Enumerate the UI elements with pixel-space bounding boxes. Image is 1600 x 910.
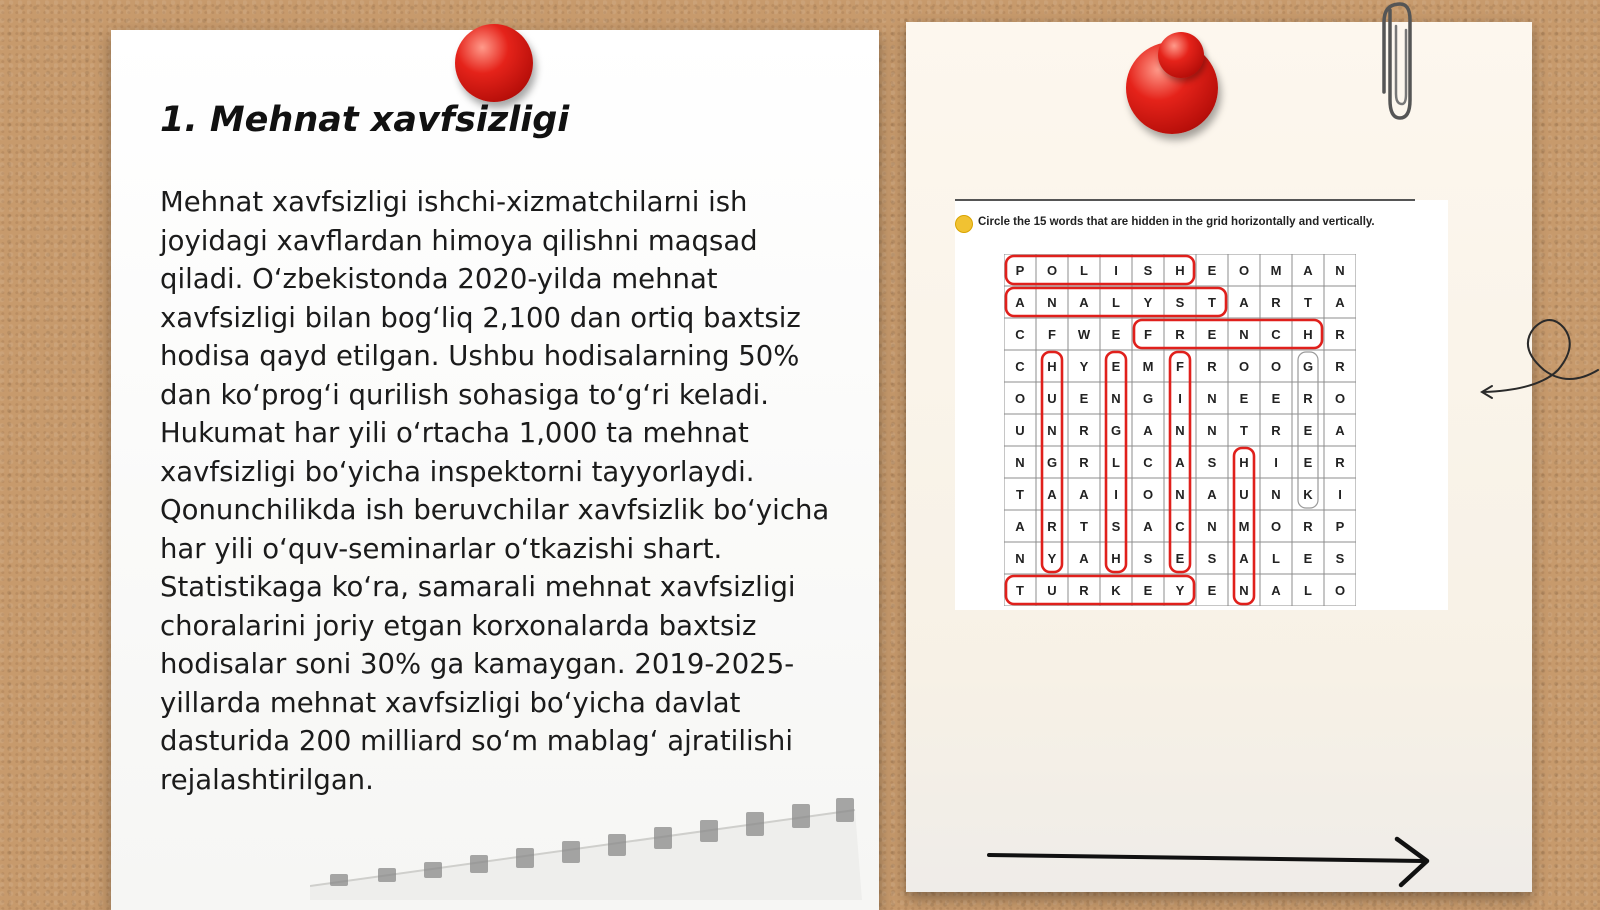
- grid-letter: F: [1144, 327, 1152, 342]
- grid-letter: U: [1015, 423, 1025, 438]
- grid-letter: E: [1175, 551, 1185, 566]
- grid-letter: A: [1143, 519, 1153, 534]
- grid-letter: N: [1207, 519, 1217, 534]
- grid-letter: E: [1143, 583, 1153, 598]
- grid-letter: N: [1175, 423, 1185, 438]
- grid-letter: N: [1207, 423, 1217, 438]
- grid-letter: R: [1079, 423, 1089, 438]
- grid-letter: L: [1112, 295, 1120, 310]
- grid-letter: E: [1303, 423, 1313, 438]
- grid-letter: H: [1111, 551, 1121, 566]
- grid-letter: A: [1015, 295, 1025, 310]
- note-title: 1. Mehnat xavfsizligi: [160, 100, 570, 140]
- note-body: Mehnat xavfsizligi ishchi-xizmatchilarni ish joyidagi xavflardan himoya qilishni maqsad qiladi. O‘zbekistonda 2020-yilda mehnat xavfsizligi bilan bog‘liq 2,100 dan ortiq baxtsiz hodisa qayd etilgan. Ushbu hodisalarning 50% dan ko‘prog‘i qurilish sohasiga to‘g‘ri keladi. Hukumat har yili o‘rtacha 1,000 ta mehnat xavfsizligi bo‘yicha inspektorni tayyorlaydi. Qonunchilikda ish beruvchilar xavfsizlik bo‘yicha har yili o‘quv-seminarlar o‘tkazishi shart. Statistikaga ko‘ra, samarali mehnat xavfsizligi choralarini joriy etgan korxonalarda baxtsiz hodisalar soni 30% ga kamaygan. 2019-2025-yillarda mehnat xavfsizligi bo‘yicha davlat dasturida 200 milliard so‘m mablag‘ ajratilishi rejalashtirilgan.: [160, 186, 830, 796]
- grid-letter: K: [1303, 487, 1313, 502]
- grid-letter: K: [1111, 583, 1121, 598]
- grid-letter: N: [1239, 583, 1249, 598]
- grid-letter: R: [1175, 327, 1185, 342]
- grid-letter: A: [1303, 263, 1313, 278]
- grid-letter: Y: [1079, 359, 1089, 374]
- grid-letter: A: [1079, 295, 1089, 310]
- torn-paper-strip: [310, 790, 870, 900]
- grid-letter: T: [1016, 583, 1024, 598]
- grid-letter: O: [1334, 391, 1346, 406]
- grid-letter: F: [1176, 359, 1184, 374]
- grid-letter: A: [1239, 551, 1249, 566]
- grid-letter: N: [1175, 487, 1185, 502]
- grid-letter: G: [1302, 359, 1314, 374]
- grid-letter: O: [1334, 583, 1346, 598]
- grid-letter: T: [1304, 295, 1312, 310]
- grid-letter: R: [1079, 455, 1089, 470]
- grid-letter: O: [1270, 359, 1282, 374]
- grid-letter: L: [1304, 583, 1312, 598]
- grid-letter: E: [1303, 551, 1313, 566]
- grid-letter: U: [1047, 391, 1057, 406]
- grid-letter: R: [1079, 583, 1089, 598]
- grid-letter: E: [1111, 359, 1121, 374]
- red-pushpin-icon: [455, 24, 533, 102]
- grid-letter: A: [1175, 455, 1185, 470]
- grid-letter: T: [1080, 519, 1088, 534]
- grid-letter: E: [1207, 583, 1217, 598]
- grid-letter: M: [1238, 519, 1250, 534]
- grid-letter: R: [1335, 359, 1345, 374]
- grid-letter: S: [1207, 455, 1217, 470]
- grid-letter: O: [1238, 263, 1250, 278]
- grid-letter: C: [1175, 519, 1185, 534]
- grid-letter: O: [1142, 487, 1154, 502]
- grid-letter: C: [1015, 327, 1025, 342]
- grid-letter: S: [1175, 295, 1185, 310]
- exercise-number-icon: [955, 215, 973, 233]
- grid-letter: R: [1303, 391, 1313, 406]
- grid-letter: I: [1178, 391, 1182, 406]
- right-arrow-icon: [985, 835, 1445, 895]
- grid-letter: I: [1114, 263, 1118, 278]
- grid-letter: F: [1048, 327, 1056, 342]
- grid-letter: G: [1110, 423, 1122, 438]
- grid-letter: P: [1015, 263, 1025, 278]
- grid-letter: Y: [1143, 295, 1153, 310]
- grid-letter: E: [1303, 455, 1313, 470]
- grid-letter: H: [1239, 455, 1249, 470]
- grid-letter: R: [1335, 455, 1345, 470]
- grid-letter: L: [1080, 263, 1088, 278]
- grid-letter: E: [1271, 391, 1281, 406]
- grid-letter: H: [1047, 359, 1057, 374]
- grid-letter: N: [1015, 455, 1025, 470]
- grid-letter: E: [1207, 263, 1217, 278]
- grid-letter: R: [1047, 519, 1057, 534]
- grid-letter: N: [1335, 263, 1345, 278]
- grid-letter: N: [1207, 391, 1217, 406]
- grid-letter: A: [1015, 519, 1025, 534]
- grid-letter: S: [1207, 551, 1217, 566]
- grid-letter: E: [1239, 391, 1249, 406]
- grid-letter: O: [1238, 359, 1250, 374]
- grid-letter: R: [1271, 423, 1281, 438]
- grid-letter: I: [1338, 487, 1342, 502]
- worksheet-rule: [955, 199, 1415, 201]
- grid-letter: R: [1271, 295, 1281, 310]
- grid-letter: H: [1303, 327, 1313, 342]
- grid-letter: Y: [1047, 551, 1057, 566]
- grid-letter: T: [1240, 423, 1248, 438]
- curl-arrow-icon: [1478, 310, 1600, 410]
- grid-letter: A: [1047, 487, 1057, 502]
- grid-letter: L: [1272, 551, 1280, 566]
- grid-letter: W: [1077, 327, 1091, 342]
- grid-letter: U: [1239, 487, 1249, 502]
- grid-letter: A: [1335, 423, 1345, 438]
- grid-letter: G: [1046, 455, 1058, 470]
- grid-letter: S: [1335, 551, 1345, 566]
- grid-letter: N: [1239, 327, 1249, 342]
- grid-letter: A: [1207, 487, 1217, 502]
- red-pushpin-icon: [1158, 32, 1204, 78]
- grid-letter: R: [1335, 327, 1345, 342]
- paperclip-icon: [1376, 0, 1416, 124]
- grid-letter: M: [1142, 359, 1154, 374]
- grid-letter: N: [1047, 423, 1057, 438]
- grid-letter: M: [1270, 263, 1282, 278]
- grid-letter: R: [1303, 519, 1313, 534]
- grid-letter: A: [1271, 583, 1281, 598]
- grid-letter: O: [1270, 519, 1282, 534]
- grid-letter: S: [1111, 519, 1121, 534]
- grid-letter: E: [1111, 327, 1121, 342]
- grid-letter: A: [1239, 295, 1249, 310]
- grid-letter: S: [1143, 263, 1153, 278]
- grid-letter: R: [1207, 359, 1217, 374]
- grid-letter: N: [1015, 551, 1025, 566]
- grid-letter: I: [1274, 455, 1278, 470]
- grid-letter: E: [1079, 391, 1089, 406]
- grid-letter: P: [1335, 519, 1345, 534]
- grid-letter: N: [1111, 391, 1121, 406]
- grid-letter: Y: [1175, 583, 1185, 598]
- grid-letter: I: [1114, 487, 1118, 502]
- grid-letter: A: [1335, 295, 1345, 310]
- grid-letter: A: [1079, 551, 1089, 566]
- grid-letter: T: [1208, 295, 1216, 310]
- grid-letter: H: [1175, 263, 1185, 278]
- grid-letter: C: [1015, 359, 1025, 374]
- grid-letter: U: [1047, 583, 1057, 598]
- grid-letter: G: [1142, 391, 1154, 406]
- grid-letter: A: [1143, 423, 1153, 438]
- grid-letter: O: [1014, 391, 1026, 406]
- grid-letter: E: [1207, 327, 1217, 342]
- grid-letter: L: [1112, 455, 1120, 470]
- worksheet-instruction: Circle the 15 words that are hidden in the grid horizontally and vertically.: [978, 216, 1375, 228]
- grid-letter: N: [1047, 295, 1057, 310]
- word-search-grid: [1004, 254, 1356, 606]
- grid-letter: C: [1271, 327, 1281, 342]
- grid-letter: C: [1143, 455, 1153, 470]
- grid-letter: N: [1271, 487, 1281, 502]
- grid-letter: A: [1079, 487, 1089, 502]
- grid-letter: T: [1016, 487, 1024, 502]
- grid-letter: O: [1046, 263, 1058, 278]
- grid-letter: S: [1143, 551, 1153, 566]
